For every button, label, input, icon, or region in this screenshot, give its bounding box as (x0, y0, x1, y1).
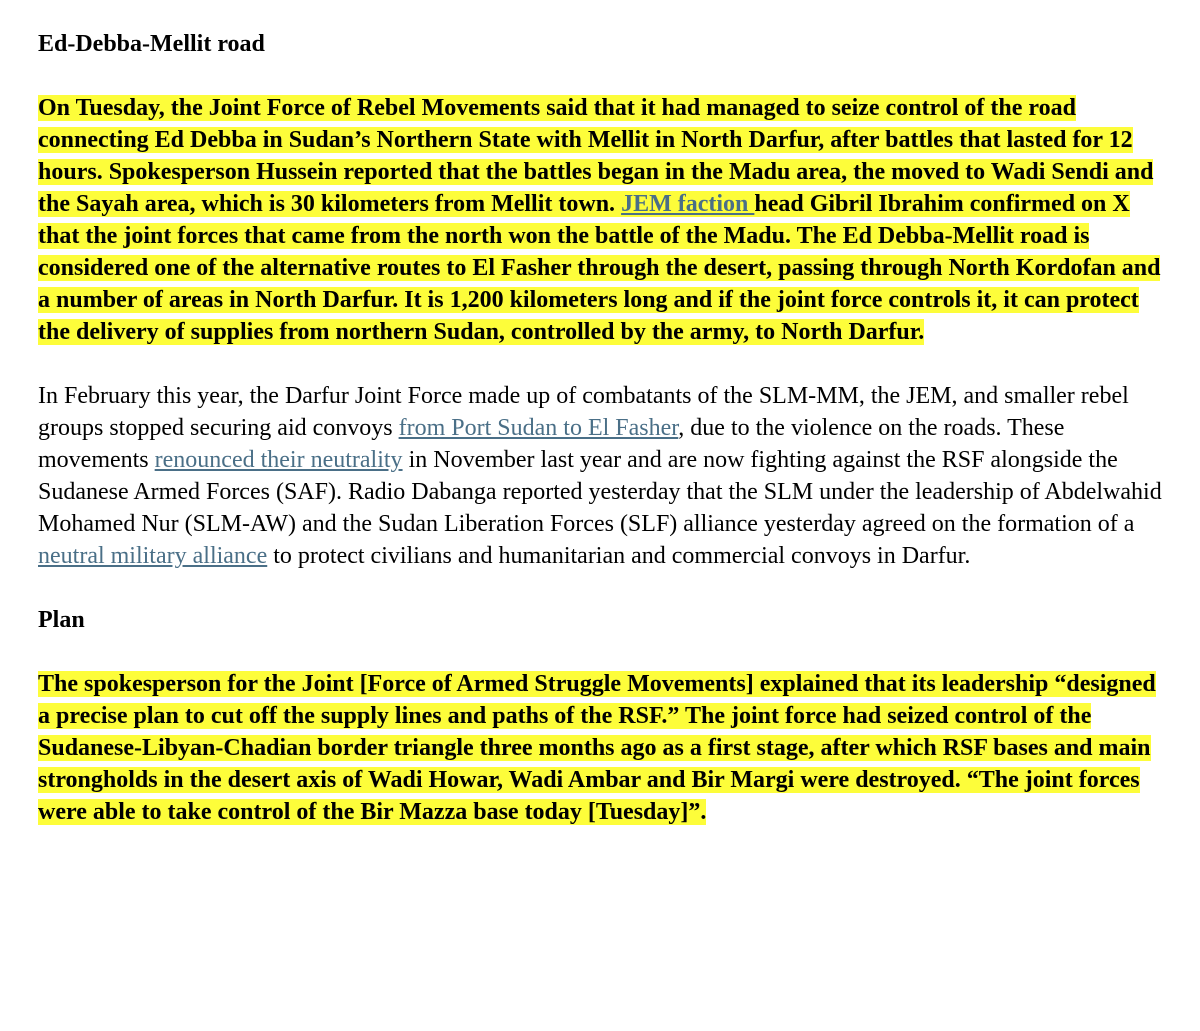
link-renounced-neutrality[interactable]: renounced their neutrality (154, 447, 403, 473)
link-port-sudan-to-el-fasher[interactable]: from Port Sudan to El Fasher (398, 415, 679, 441)
paragraph-joint-force-background (38, 380, 1168, 572)
paragraph-text: On Tuesday, the Joint Force of Rebel Movements said that it had managed to seize control of the road connecting Ed Debba in Sudan’s Northern State with Mellit in North Darfur, after battles that lasted for 12 hours. Spokesperson Hussein reported that the battles began in the Madu area, the moved to Wadi Sendi and the Sayah area, which is 30 kilometers from Mellit town. (38, 95, 1154, 217)
paragraph-text: head Gibril Ibrahim confirmed on X that the joint forces that came from the north won the battle of the Madu. The Ed Debba-Mellit road is considered one of the alternative routes to El Fasher through the desert, passing through North Kordofan and a number of areas in North Darfur. It is 1,200 kilometers long and if the joint force controls it, it can protect the delivery of supplies from northern Sudan, controlled by the army, to North Darfur. (38, 191, 1161, 345)
document-body (38, 28, 1168, 828)
highlighted-text: The spokesperson for the Joint [Force of Armed Struggle Movements] explained that its leadership “designed a precise plan to cut off the supply lines and paths of the RSF.” The joint force had seized control of the Sudanese-Libyan-Chadian border triangle three months ago as a first stage, after which RSF bases and main strongholds in the desert axis of Wadi Howar, Wadi Ambar and Bir Margi were destroyed. “The joint forces were able to take control of the Bir Mazza base today [Tuesday]”. (38, 671, 1156, 825)
section-heading-plan: Plan (38, 607, 85, 633)
paragraph-text: , due to the violence on the roads. These movements (38, 415, 1065, 473)
highlighted-text (38, 95, 1160, 345)
paragraph-text: to protect civilians and humanitarian and commercial convoys in Darfur. (267, 543, 971, 569)
highlighted-paragraph-road-seizure (38, 92, 1168, 348)
spacer (38, 636, 1168, 668)
paragraph-text: In February this year, the Darfur Joint Force made up of combatants of the SLM-MM, the JEM, and smaller rebel groups stopped securing aid convoys (38, 383, 1129, 441)
paragraph-text: in November last year and are now fighting against the RSF alongside the Sudanese Armed Forces (SAF). Radio Dabanga reported yesterday that the SLM under the leadership of Abdelwahid Mohamed Nur (SLM-AW) and the Sudan Liberation Forces (SLF) alliance yesterday agreed on the formation of a (38, 447, 1162, 537)
spacer (38, 348, 1168, 380)
highlighted-paragraph-plan (38, 668, 1168, 828)
link-neutral-military-alliance[interactable]: neutral military alliance (38, 543, 268, 569)
link-jem-faction[interactable]: JEM faction (621, 191, 755, 217)
spacer (38, 60, 1168, 92)
section-heading-ed-debba-mellit-road: Ed-Debba-Mellit road (38, 31, 265, 57)
spacer (38, 572, 1168, 604)
